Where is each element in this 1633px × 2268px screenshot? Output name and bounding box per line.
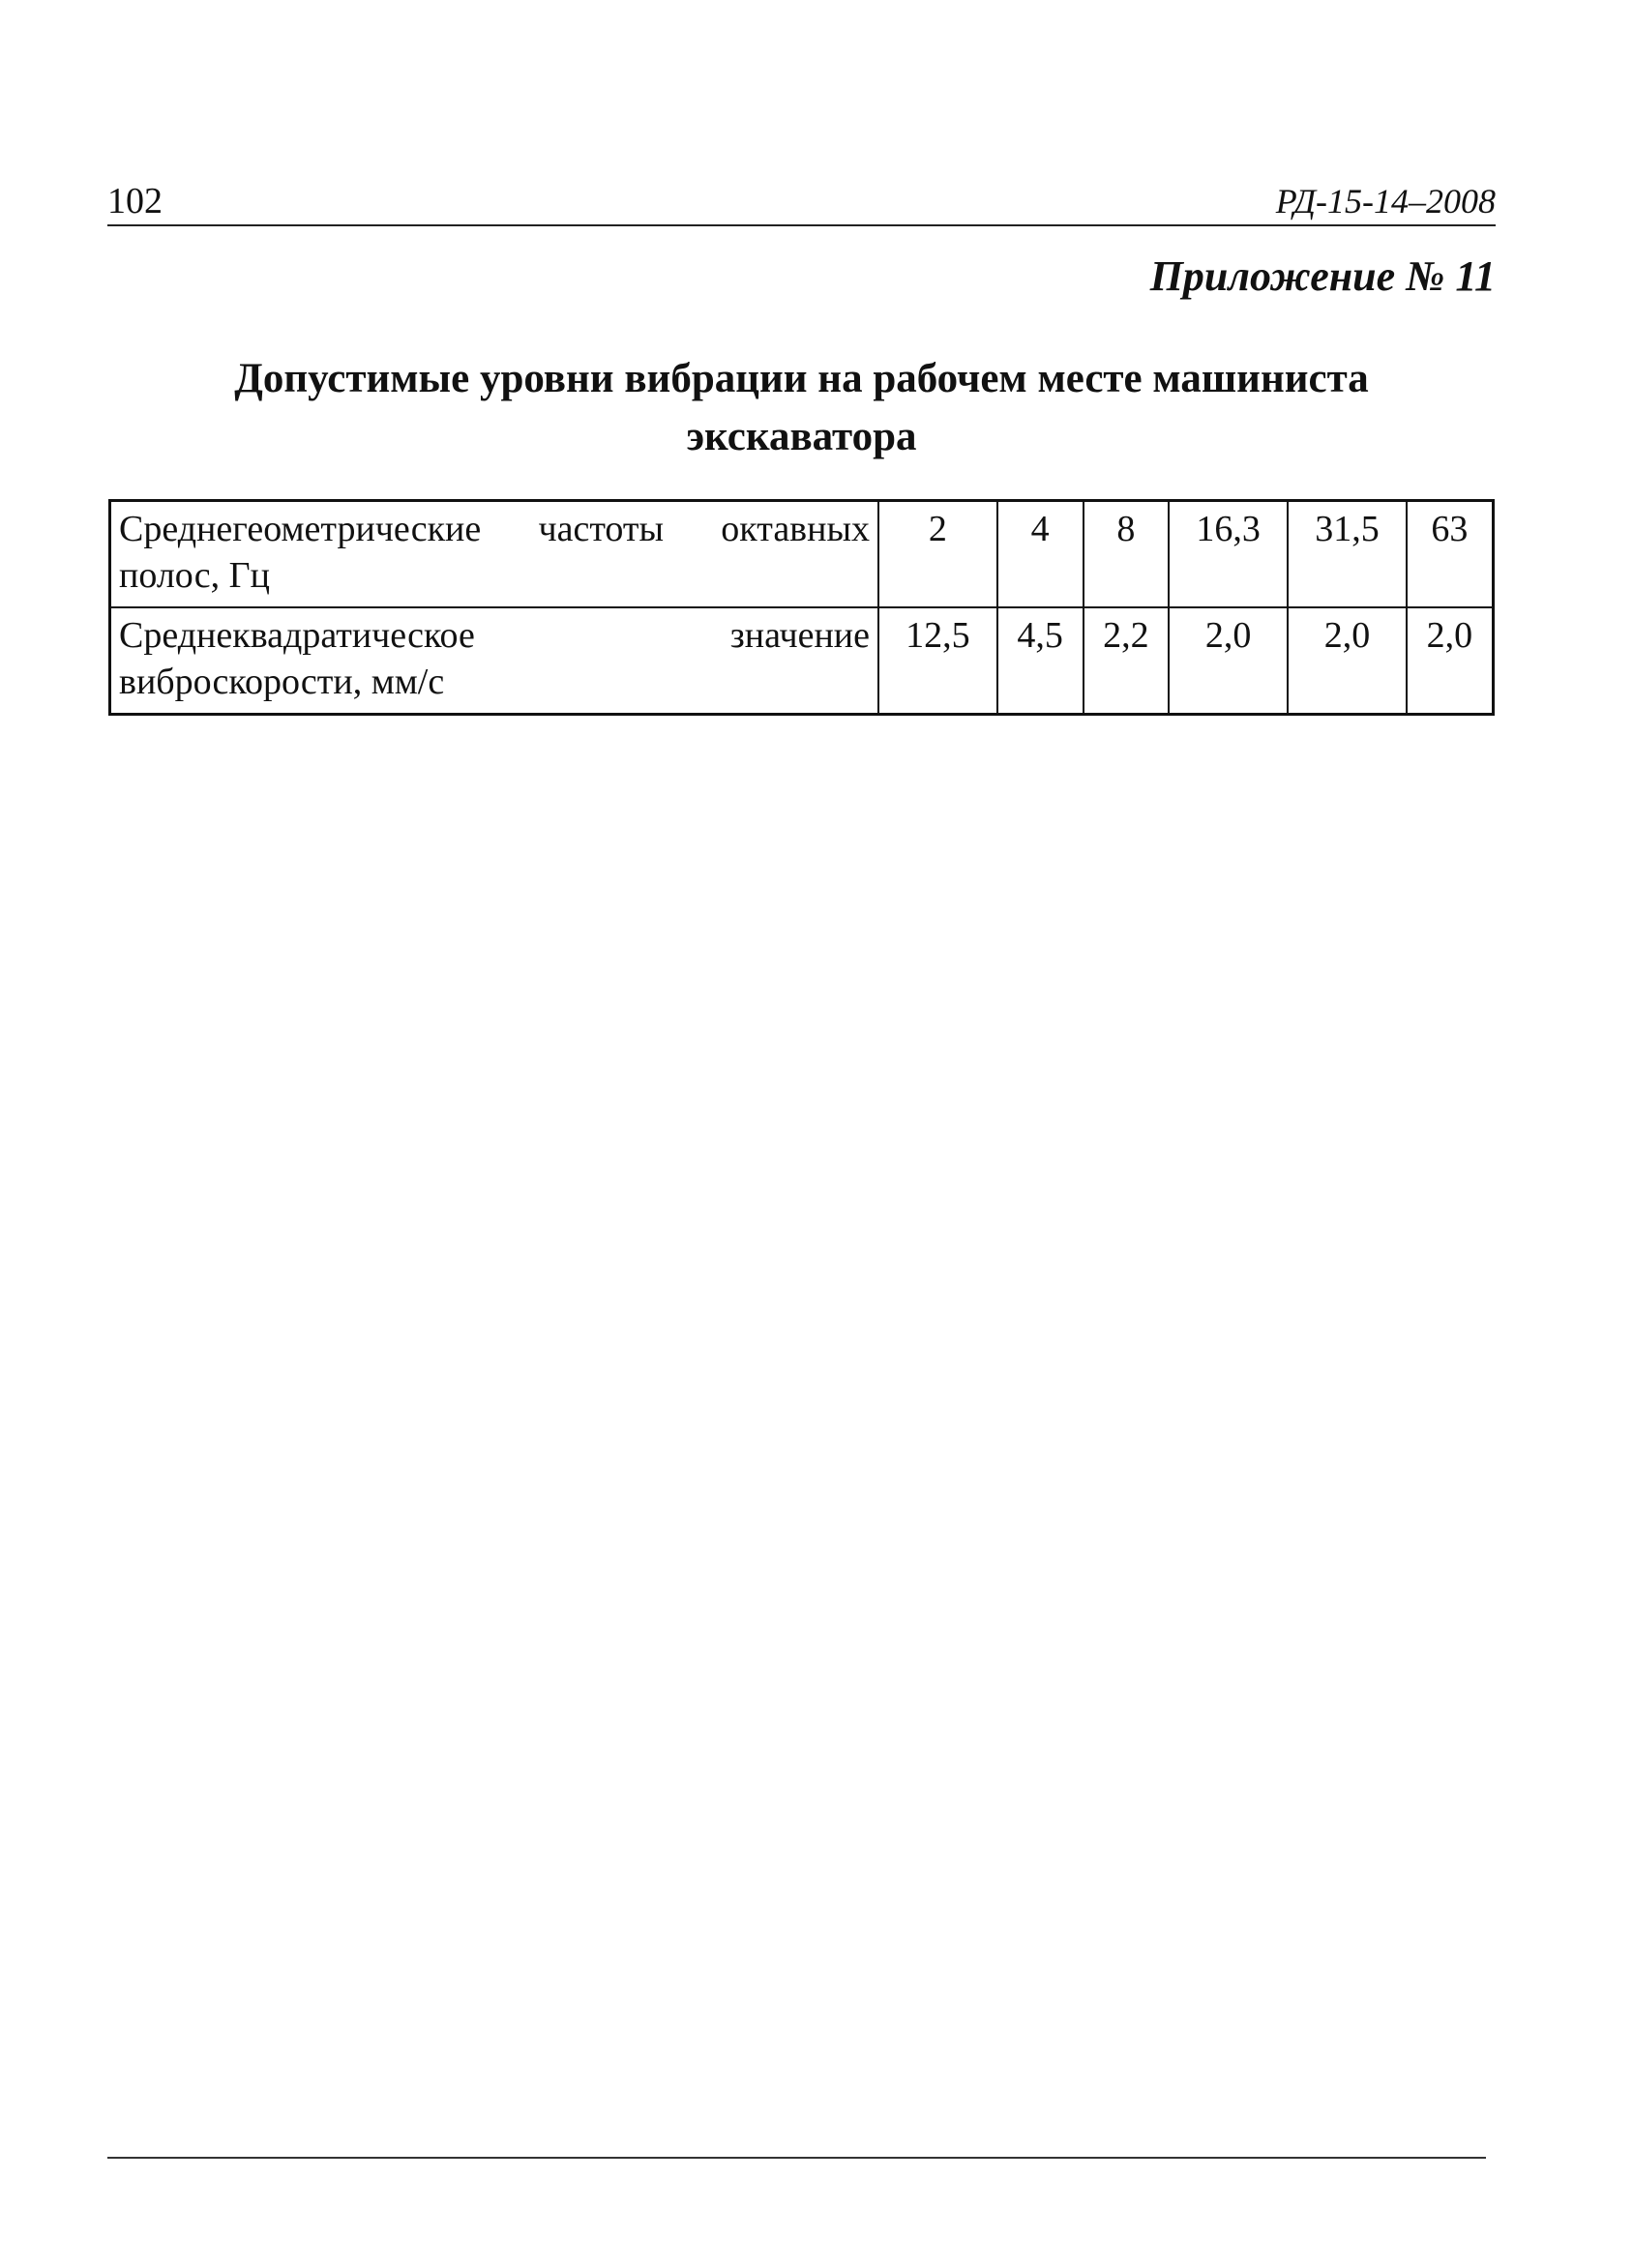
table-cell: 2,0: [1288, 607, 1407, 715]
table-cell: 2,0: [1169, 607, 1288, 715]
table-cell: 4: [997, 501, 1084, 608]
row-label: Среднегеометрические частоты октавных полос, Гц: [110, 501, 879, 608]
table-cell: 2: [878, 501, 997, 608]
document-code: РД-15-14–2008: [1275, 182, 1496, 221]
table-cell: 8: [1084, 501, 1170, 608]
page-title: [107, 350, 1496, 466]
footer-divider: [107, 2157, 1486, 2159]
title-line-2: экскаватора: [686, 414, 917, 459]
table-cell: 12,5: [878, 607, 997, 715]
table-row: [110, 607, 1494, 715]
table-cell: 31,5: [1288, 501, 1407, 608]
page-header: [107, 174, 1496, 226]
vibration-table: [108, 499, 1495, 716]
page-number: 102: [107, 181, 163, 221]
table-cell: 63: [1407, 501, 1494, 608]
appendix-label: Приложение № 11: [1149, 252, 1496, 300]
table-cell: 2,2: [1084, 607, 1170, 715]
table-cell: 16,3: [1169, 501, 1288, 608]
table-cell: 4,5: [997, 607, 1084, 715]
table-row: [110, 501, 1494, 608]
table-cell: 2,0: [1407, 607, 1494, 715]
row-label: Среднеквадратическое значение виброскорости, мм/с: [110, 607, 879, 715]
title-line-1: Допустимые уровни вибрации на рабочем месте машиниста: [234, 356, 1369, 401]
